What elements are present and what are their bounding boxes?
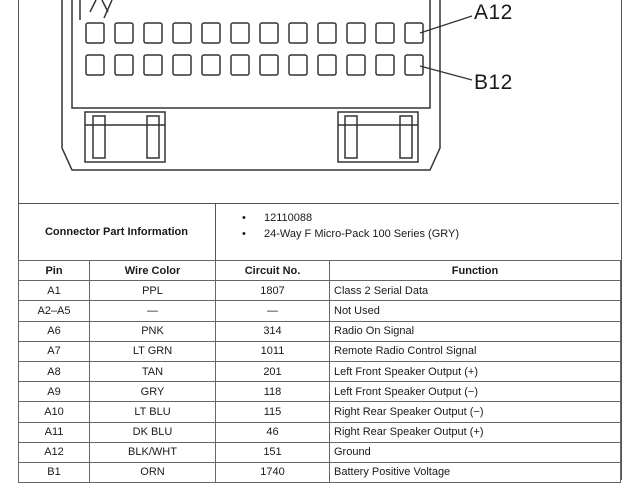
cell-pin: A1 [19,281,90,301]
pin-row-b [86,55,423,75]
keying-tab [90,0,112,18]
connector-outer-housing [62,0,440,170]
cell-function: Radio On Signal [330,321,621,341]
pin-cavity-a9 [318,23,336,43]
cell-pin: B1 [19,462,90,482]
pin-cavity-b1 [86,55,104,75]
header-function: Function [330,261,621,281]
cell-function: Left Front Speaker Output (+) [330,361,621,381]
pin-cavity-a7 [260,23,278,43]
cell-pin: A11 [19,422,90,442]
pin-cavity-b3 [144,55,162,75]
table-row [19,281,621,301]
connector-part-info [18,203,619,261]
cell-circuit-no: 201 [216,361,330,381]
cell-circuit-no: — [216,301,330,321]
cell-pin: A8 [19,361,90,381]
cell-circuit-no: 1011 [216,341,330,361]
cell-wire-color: LT GRN [90,341,216,361]
connector-part-info-list [242,210,459,242]
pin-cavity-a4 [173,23,191,43]
cell-circuit-no: 118 [216,382,330,402]
leader-line-a12 [420,16,472,33]
header-pin: Pin [19,261,90,281]
cell-wire-color: PNK [90,321,216,341]
pin-cavity-b7 [260,55,278,75]
cell-wire-color: ORN [90,462,216,482]
pin-cavity-b2 [115,55,133,75]
connector-description: • 24-Way F Micro-Pack 100 Series (GRY) [242,226,459,242]
header-wire-color: Wire Color [90,261,216,281]
pin-cavity-a8 [289,23,307,43]
table-header-row [19,261,621,281]
label-a12: A12 [474,1,513,24]
cell-wire-color: BLK/WHT [90,442,216,462]
pin-cavity-b10 [347,55,365,75]
table-row [19,361,621,381]
cell-pin: A12 [19,442,90,462]
cell-function: Class 2 Serial Data [330,281,621,301]
cell-pin: A7 [19,341,90,361]
pin-cavity-b9 [318,55,336,75]
cell-function: Not Used [330,301,621,321]
pin-cavity-a10 [347,23,365,43]
table-row [19,402,621,422]
connector-part-info-title: Connector Part Information [18,204,216,260]
cell-wire-color: PPL [90,281,216,301]
cell-pin: A2–A5 [19,301,90,321]
cell-wire-color: TAN [90,361,216,381]
pin-cavity-a1 [86,23,104,43]
pin-cavity-a5 [202,23,220,43]
cell-pin: A10 [19,402,90,422]
pin-cavity-a11 [376,23,394,43]
label-b12: B12 [474,71,513,94]
pin-cavity-b8 [289,55,307,75]
cell-function: Remote Radio Control Signal [330,341,621,361]
table-row [19,321,621,341]
cell-wire-color: DK BLU [90,422,216,442]
cell-circuit-no: 314 [216,321,330,341]
cell-function: Right Rear Speaker Output (−) [330,402,621,422]
left-latch [85,112,165,162]
part-number: • 12110088 [242,210,459,226]
cell-circuit-no: 1740 [216,462,330,482]
cell-wire-color: LT BLU [90,402,216,422]
pin-cavity-b5 [202,55,220,75]
pin-row-a [86,23,423,43]
pin-cavity-b11 [376,55,394,75]
cell-circuit-no: 1807 [216,281,330,301]
pin-table [18,260,621,483]
table-row [19,382,621,402]
cell-wire-color: — [90,301,216,321]
cell-circuit-no: 46 [216,422,330,442]
cell-pin: A6 [19,321,90,341]
table-row [19,341,621,361]
pin-cavity-a6 [231,23,249,43]
cell-circuit-no: 151 [216,442,330,462]
connector-inner-housing [72,0,430,108]
pin-cavity-b12 [405,55,423,75]
cell-function: Battery Positive Voltage [330,462,621,482]
table-row [19,422,621,442]
cell-function: Right Rear Speaker Output (+) [330,422,621,442]
cell-function: Left Front Speaker Output (−) [330,382,621,402]
cell-pin: A9 [19,382,90,402]
header-circuit-no: Circuit No. [216,261,330,281]
table-row [19,301,621,321]
pin-cavity-a2 [115,23,133,43]
table-row [19,442,621,462]
pin-cavity-b6 [231,55,249,75]
leader-line-b12 [420,66,472,80]
right-latch [338,112,418,162]
cell-function: Ground [330,442,621,462]
pin-cavity-a3 [144,23,162,43]
pin-cavity-b4 [173,55,191,75]
cell-circuit-no: 115 [216,402,330,422]
cell-wire-color: GRY [90,382,216,402]
connector-drawing [0,0,640,205]
